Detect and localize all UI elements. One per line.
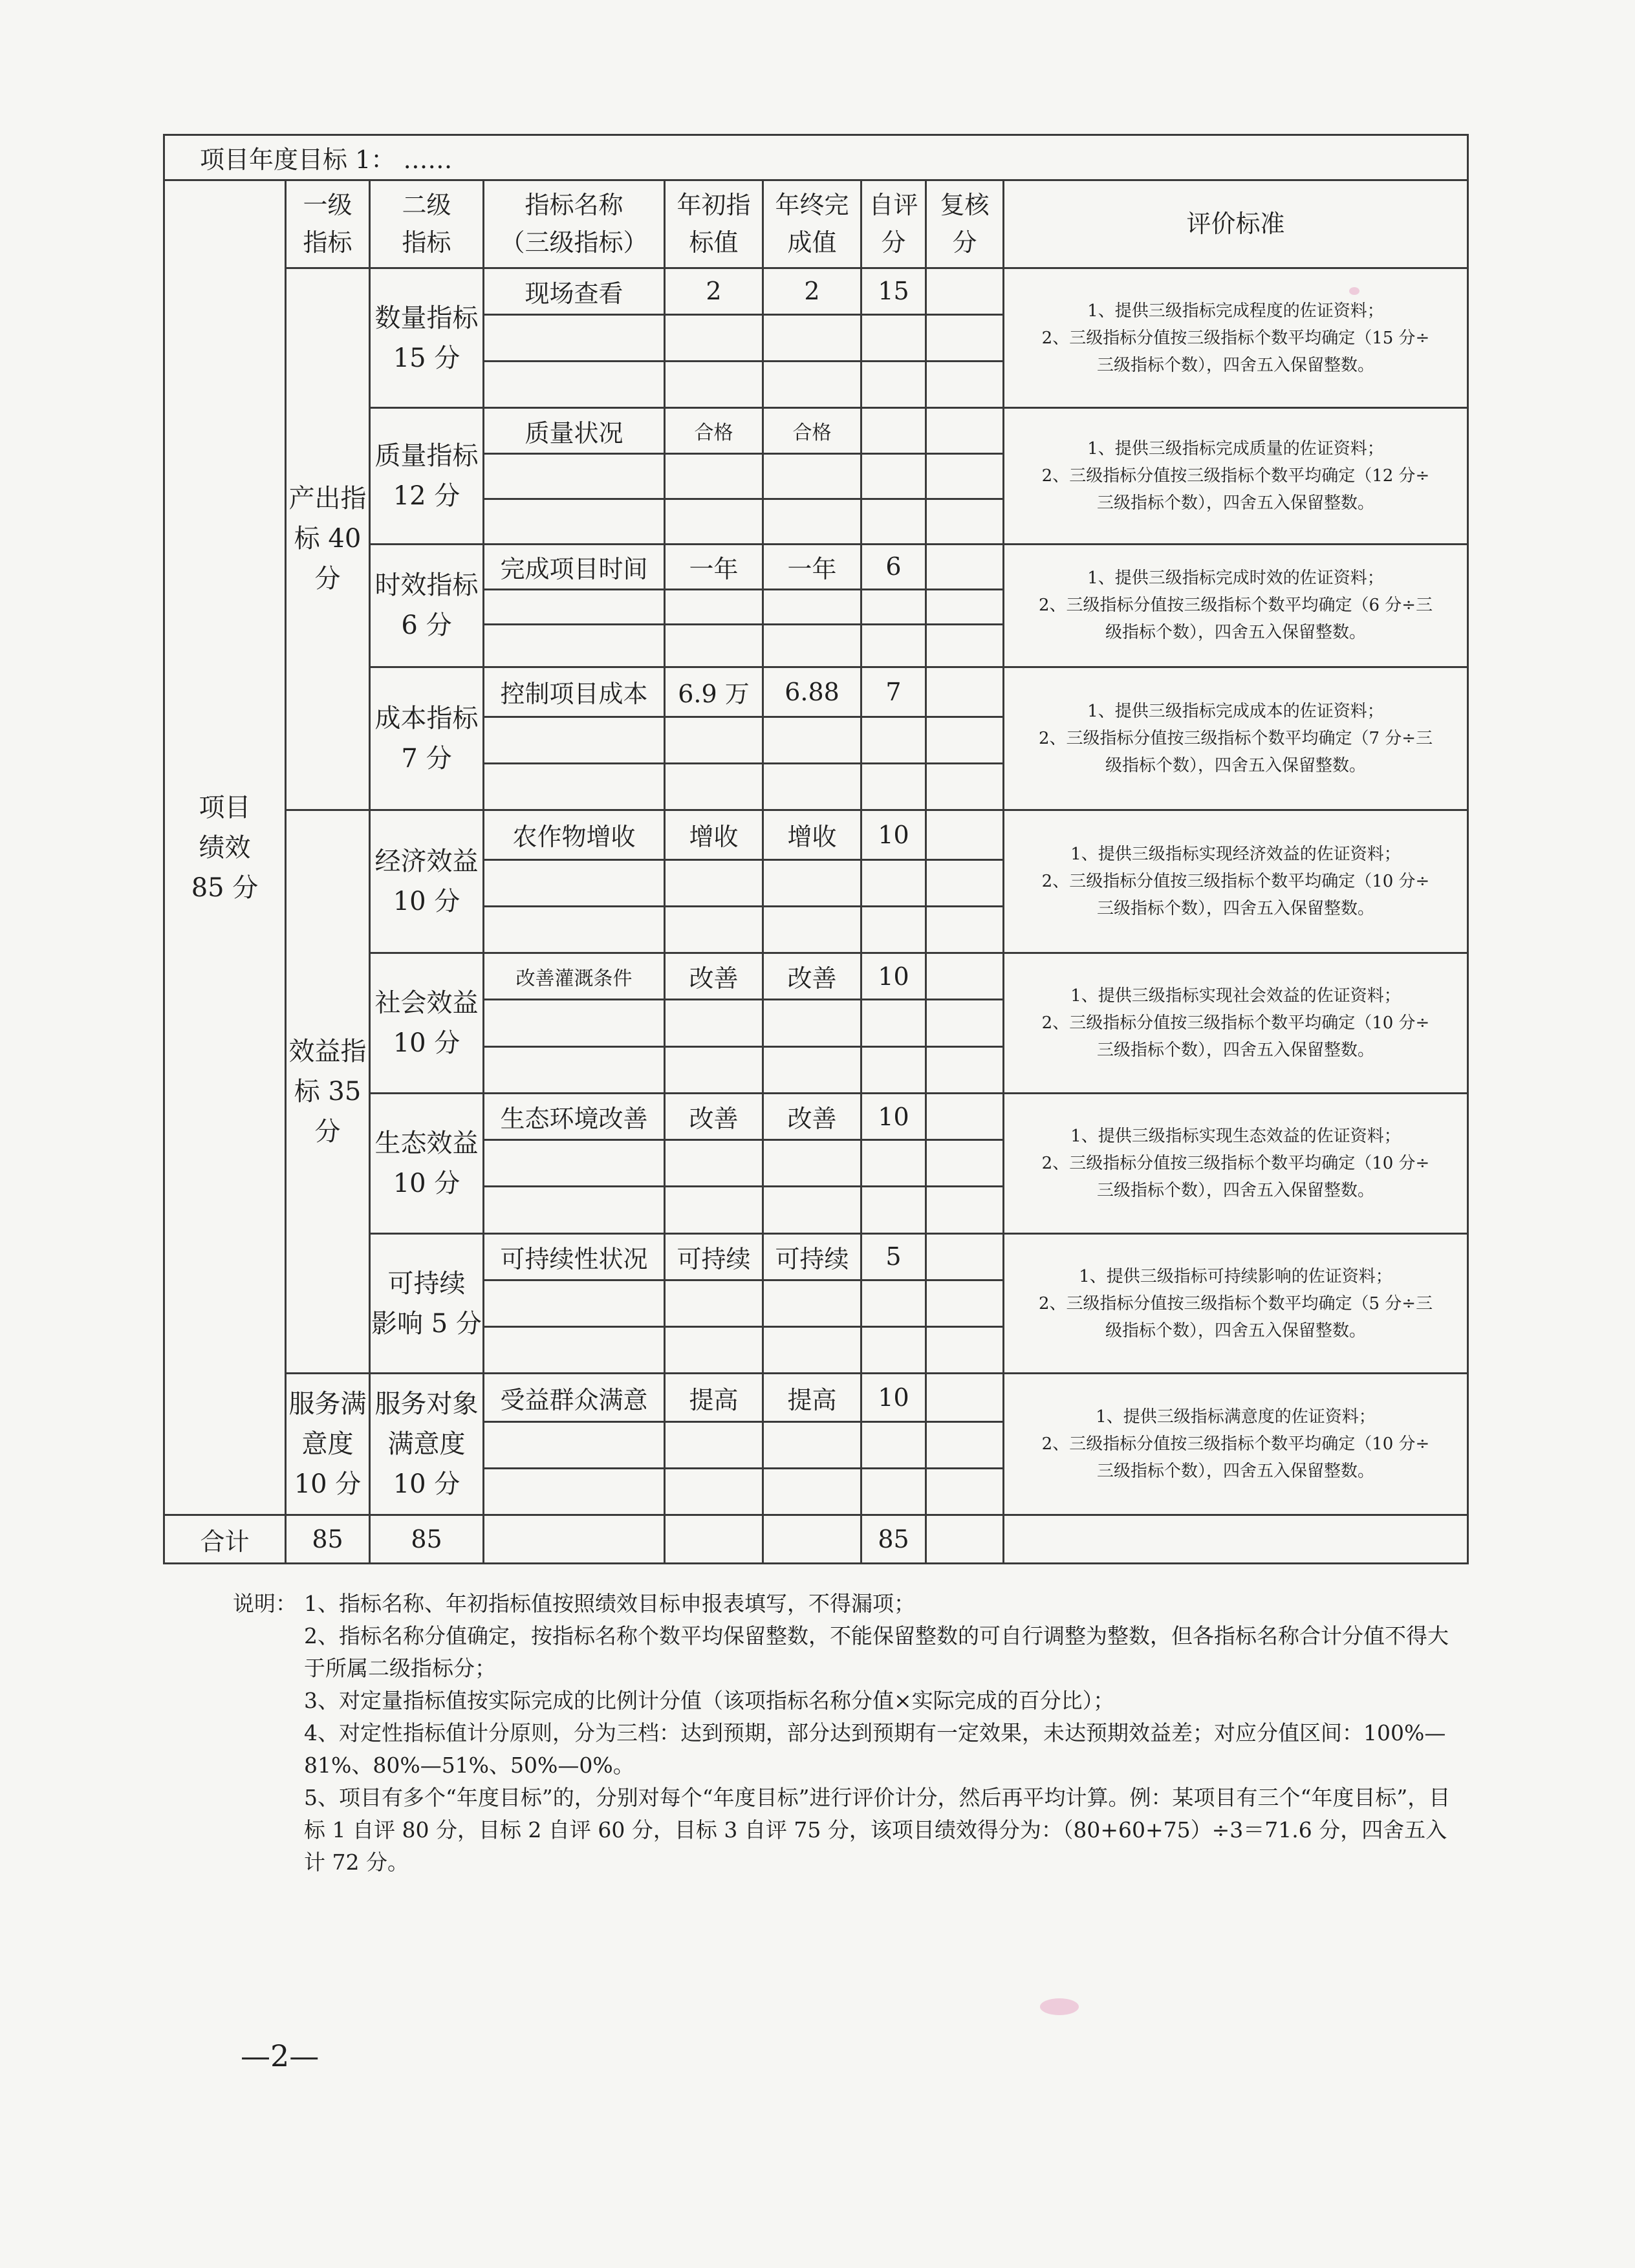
empty-cell — [484, 1280, 665, 1326]
empty-cell — [763, 1280, 861, 1326]
level1-header — [286, 180, 370, 268]
empty-cell — [763, 763, 861, 810]
empty-cell — [763, 1000, 861, 1046]
empty-cell — [861, 859, 926, 906]
level2-indicator — [370, 810, 484, 953]
empty-cell — [861, 453, 926, 499]
title-row — [164, 135, 1468, 180]
note-text: 4、对定性指标值计分原则，分为三档：达到预期，部分达到预期有一定效果，未达预期效益差；对应分值区间：100%—81%、80%—51%、50%—0%。 — [304, 1720, 1446, 1778]
empty-cell — [763, 362, 861, 408]
evaluation-criteria — [1004, 268, 1468, 408]
review-score — [926, 1093, 1004, 1139]
output-indicator-group-line: 分 — [314, 564, 341, 594]
level2-indicator-line: 影响 5 分 — [371, 1308, 482, 1339]
level2-indicator — [370, 1233, 484, 1374]
empty-cell — [763, 859, 861, 906]
empty-cell — [763, 589, 861, 625]
empty-cell — [484, 315, 665, 362]
actual-value: 一年 — [763, 544, 861, 589]
review-score — [926, 1233, 1004, 1280]
empty-cell — [926, 315, 1004, 362]
empty-cell — [665, 625, 763, 667]
review-score — [926, 544, 1004, 589]
empty-cell — [861, 763, 926, 810]
empty-cell — [763, 315, 861, 362]
evaluation-criteria-line: 2、三级指标分值按三级指标个数平均确定（10 分÷ — [1041, 1013, 1430, 1033]
self-score: 10 — [861, 1093, 926, 1139]
initial-value-header-line: 标值 — [689, 228, 739, 257]
actual-value-header-line: 年终完 — [775, 191, 849, 220]
total-level2: 85 — [370, 1515, 484, 1564]
level2-indicator — [370, 1093, 484, 1233]
service-indicator-group-line: 10 分 — [294, 1469, 362, 1500]
level2-indicator — [370, 544, 484, 667]
empty-cell — [665, 453, 763, 499]
note-label — [233, 1717, 304, 1782]
empty-cell — [665, 315, 763, 362]
evaluation-criteria-line: 级指标个数），四舍五入保留整数。 — [1105, 623, 1367, 643]
evaluation-criteria-line: 1、提供三级指标实现经济效益的佐证资料； — [1070, 845, 1401, 865]
service-indicator-group-line: 服务满 — [288, 1389, 367, 1420]
review-score — [926, 953, 1004, 1000]
level2-indicator — [370, 268, 484, 408]
level2-header-line: 指标 — [402, 228, 451, 257]
evaluation-criteria-line: 2、三级指标分值按三级指标个数平均确定（10 分÷ — [1041, 872, 1430, 892]
empty-cell — [861, 1000, 926, 1046]
table-row — [164, 1374, 1468, 1421]
note-item — [233, 1717, 1462, 1782]
total-row — [164, 1515, 1468, 1564]
empty-cell — [763, 717, 861, 763]
review-score — [926, 1374, 1004, 1421]
evaluation-criteria-line: 1、提供三级指标满意度的佐证资料； — [1096, 1407, 1376, 1427]
review-score-header-line: 分 — [952, 228, 977, 257]
empty-cell — [665, 1280, 763, 1326]
evaluation-criteria-line: 1、提供三级指标完成质量的佐证资料； — [1087, 439, 1384, 459]
evaluation-criteria-line: 三级指标个数），四舍五入保留整数。 — [1097, 1041, 1375, 1061]
project-performance-label-line: 项目 — [199, 792, 251, 823]
benefit-indicator-group — [286, 810, 370, 1374]
empty-cell — [861, 1046, 926, 1093]
level2-indicator-line: 社会效益 — [374, 988, 479, 1019]
project-performance-label-line: 85 分 — [191, 872, 259, 903]
note-label: 说明： — [233, 1591, 297, 1616]
evaluation-criteria-line: 1、提供三级指标完成程度的佐证资料； — [1087, 301, 1384, 321]
empty-cell — [861, 1469, 926, 1515]
indicator-name: 生态环境改善 — [484, 1093, 665, 1139]
empty-cell — [484, 1421, 665, 1468]
indicator-name-header-line: （三级指标） — [500, 228, 648, 257]
self-score: 6 — [861, 544, 926, 589]
initial-value: 提高 — [665, 1374, 763, 1421]
empty-cell — [484, 1140, 665, 1187]
level2-indicator-line: 7 分 — [401, 744, 452, 774]
empty-cell — [926, 859, 1004, 906]
actual-value: 2 — [763, 268, 861, 314]
evaluation-criteria-line: 1、提供三级指标完成成本的佐证资料； — [1087, 702, 1384, 722]
empty-cell — [861, 362, 926, 408]
empty-cell — [926, 1421, 1004, 1468]
output-indicator-group — [286, 268, 370, 810]
level2-indicator-line: 6 分 — [401, 610, 452, 641]
header-row — [164, 180, 1468, 268]
empty-cell — [484, 1187, 665, 1233]
review-score — [926, 408, 1004, 453]
criteria-header: 评价标准 — [1004, 180, 1468, 268]
empty-cell — [926, 625, 1004, 667]
level2-indicator — [370, 1374, 484, 1515]
evaluation-criteria-line: 三级指标个数），四舍五入保留整数。 — [1097, 493, 1375, 513]
empty-cell — [665, 1140, 763, 1187]
empty-cell — [861, 1187, 926, 1233]
empty-cell — [484, 907, 665, 953]
empty-cell — [484, 1515, 665, 1564]
level2-indicator-line: 时效指标 — [374, 570, 479, 601]
empty-cell — [763, 499, 861, 544]
indicator-name: 现场查看 — [484, 268, 665, 314]
level2-indicator-line: 10 分 — [393, 1469, 460, 1500]
empty-cell — [763, 1327, 861, 1374]
empty-cell — [484, 362, 665, 408]
evaluation-criteria-line: 1、提供三级指标实现社会效益的佐证资料； — [1070, 986, 1401, 1006]
evaluation-criteria-line: 2、三级指标分值按三级指标个数平均确定（12 分÷ — [1041, 466, 1430, 486]
evaluation-criteria — [1004, 810, 1468, 953]
actual-value: 6.88 — [763, 667, 861, 717]
pink-stain — [1040, 1998, 1079, 2015]
empty-cell — [861, 1280, 926, 1326]
empty-cell — [484, 717, 665, 763]
empty-cell — [763, 1421, 861, 1468]
evaluation-criteria-line: 2、三级指标分值按三级指标个数平均确定（6 分÷三 — [1038, 596, 1433, 616]
self-score-header — [861, 180, 926, 268]
actual-value: 改善 — [763, 1093, 861, 1139]
total-level1: 85 — [286, 1515, 370, 1564]
empty-cell — [926, 499, 1004, 544]
indicator-name-header — [484, 180, 665, 268]
level2-indicator-line: 15 分 — [393, 343, 460, 373]
empty-cell — [763, 907, 861, 953]
level2-indicator-line: 经济效益 — [374, 847, 479, 877]
level2-header-line: 二级 — [402, 191, 451, 220]
project-performance-label-line: 绩效 — [199, 832, 251, 863]
empty-cell — [665, 1000, 763, 1046]
empty-cell — [484, 1000, 665, 1046]
evaluation-criteria — [1004, 1233, 1468, 1374]
self-score: 7 — [861, 667, 926, 717]
level2-indicator-line: 满意度 — [387, 1429, 466, 1460]
empty-cell — [484, 589, 665, 625]
level1-header-line: 指标 — [303, 228, 352, 257]
evaluation-criteria-line: 三级指标个数），四舍五入保留整数。 — [1097, 1462, 1375, 1482]
level2-indicator-line: 可持续 — [387, 1268, 466, 1299]
empty-cell — [484, 499, 665, 544]
review-score — [926, 810, 1004, 860]
evaluation-criteria-line: 三级指标个数），四舍五入保留整数。 — [1097, 1180, 1375, 1200]
empty-cell — [861, 1140, 926, 1187]
empty-cell — [861, 625, 926, 667]
initial-value-header — [665, 180, 763, 268]
evaluation-criteria-line: 2、三级指标分值按三级指标个数平均确定（7 分÷三 — [1038, 729, 1433, 749]
level2-indicator-line: 成本指标 — [374, 704, 479, 734]
empty-cell — [665, 1187, 763, 1233]
indicator-name: 农作物增收 — [484, 810, 665, 860]
evaluation-criteria-line: 2、三级指标分值按三级指标个数平均确定（5 分÷三 — [1038, 1293, 1433, 1313]
level2-indicator-line: 服务对象 — [374, 1389, 479, 1420]
level2-header — [370, 180, 484, 268]
initial-value: 改善 — [665, 953, 763, 1000]
empty-cell — [763, 1046, 861, 1093]
notes-section — [233, 1588, 1462, 1879]
level2-indicator-line: 10 分 — [393, 1168, 460, 1198]
review-score-header — [926, 180, 1004, 268]
evaluation-criteria — [1004, 1374, 1468, 1515]
empty-cell — [861, 717, 926, 763]
table-row — [164, 810, 1468, 860]
empty-cell — [484, 1327, 665, 1374]
project-performance-label — [164, 180, 286, 1515]
empty-cell — [665, 717, 763, 763]
empty-cell — [926, 453, 1004, 499]
evaluation-criteria-line: 三级指标个数），四舍五入保留整数。 — [1097, 355, 1375, 375]
service-indicator-group-line: 意度 — [301, 1429, 354, 1460]
total-label: 合计 — [164, 1515, 286, 1564]
evaluation-criteria — [1004, 1093, 1468, 1233]
empty-cell — [484, 1046, 665, 1093]
empty-cell — [665, 1046, 763, 1093]
actual-value: 可持续 — [763, 1233, 861, 1280]
benefit-indicator-group-line: 分 — [314, 1117, 341, 1147]
indicator-name: 完成项目时间 — [484, 544, 665, 589]
empty-cell — [484, 763, 665, 810]
total-self-score: 85 — [861, 1515, 926, 1564]
empty-cell — [926, 1469, 1004, 1515]
note-text: 1、指标名称、年初指标值按照绩效目标申报表填写，不得漏项； — [304, 1591, 915, 1616]
empty-cell — [861, 1421, 926, 1468]
self-score-header-line: 自评 — [869, 191, 918, 220]
note-item — [233, 1685, 1462, 1717]
note-text: 5、项目有多个“年度目标”的，分别对每个“年度目标”进行评价计分，然后再平均计算。例：某项目有三个“年度目标”，目标 1 自评 80 分，目标 2 自评 60 分，目标 3 自评 75 分，该项目绩效得分为：（80+60+75）÷3＝71.6 分，四舍五入计 72 分。 — [304, 1785, 1451, 1875]
evaluation-criteria-line: 2、三级指标分值按三级指标个数平均确定（10 分÷ — [1041, 1434, 1430, 1454]
note-item — [233, 1782, 1462, 1879]
evaluation-criteria-line: 2、三级指标分值按三级指标个数平均确定（10 分÷ — [1041, 1153, 1430, 1173]
level2-indicator — [370, 408, 484, 544]
empty-cell — [926, 763, 1004, 810]
empty-cell — [926, 1140, 1004, 1187]
empty-cell — [861, 315, 926, 362]
self-score: 10 — [861, 810, 926, 860]
evaluation-criteria — [1004, 408, 1468, 544]
empty-cell — [861, 589, 926, 625]
note-label — [233, 1620, 304, 1685]
actual-value: 增收 — [763, 810, 861, 860]
note-text: 2、指标名称分值确定，按指标名称个数平均保留整数，不能保留整数的可自行调整为整数，但各指标名称合计分值不得大于所属二级指标分； — [304, 1623, 1449, 1681]
empty-cell — [926, 1000, 1004, 1046]
self-score: 10 — [861, 953, 926, 1000]
empty-cell — [665, 499, 763, 544]
note-label — [233, 1782, 304, 1879]
self-score: 15 — [861, 268, 926, 314]
level1-header-line: 一级 — [303, 191, 352, 220]
empty-cell — [926, 589, 1004, 625]
empty-cell — [763, 1515, 861, 1564]
empty-cell — [665, 859, 763, 906]
initial-value: 合格 — [665, 408, 763, 453]
annual-target-title: 项目年度目标 1： …… — [164, 135, 1468, 180]
level2-indicator-line: 数量指标 — [374, 303, 479, 333]
initial-value: 2 — [665, 268, 763, 314]
initial-value: 增收 — [665, 810, 763, 860]
level2-indicator-line: 质量指标 — [374, 441, 479, 471]
evaluation-criteria-line: 级指标个数），四舍五入保留整数。 — [1105, 1321, 1367, 1341]
empty-cell — [926, 1280, 1004, 1326]
self-score-header-line: 分 — [881, 228, 906, 257]
initial-value: 可持续 — [665, 1233, 763, 1280]
empty-cell — [484, 625, 665, 667]
empty-cell — [665, 362, 763, 408]
table-row — [164, 268, 1468, 314]
indicator-name: 受益群众满意 — [484, 1374, 665, 1421]
output-indicator-group-line: 产出指 — [288, 484, 367, 514]
empty-cell — [926, 1515, 1004, 1564]
note-item — [233, 1620, 1462, 1685]
indicator-name: 改善灌溉条件 — [484, 953, 665, 1000]
empty-cell — [1004, 1515, 1468, 1564]
initial-value: 改善 — [665, 1093, 763, 1139]
empty-cell — [763, 1187, 861, 1233]
note-text: 3、对定量指标值按实际完成的比例计分值（该项指标名称分值×实际完成的百分比）； — [304, 1688, 1115, 1713]
self-score — [861, 408, 926, 453]
evaluation-criteria-line: 1、提供三级指标可持续影响的佐证资料； — [1079, 1266, 1392, 1286]
evaluation-criteria — [1004, 953, 1468, 1094]
evaluation-criteria-line: 级指标个数），四舍五入保留整数。 — [1105, 756, 1367, 776]
empty-cell — [861, 499, 926, 544]
level2-indicator — [370, 667, 484, 810]
review-score — [926, 268, 1004, 314]
level2-indicator-line: 10 分 — [393, 1028, 460, 1059]
benefit-indicator-group-line: 标 35 — [294, 1077, 362, 1107]
empty-cell — [926, 1187, 1004, 1233]
self-score: 5 — [861, 1233, 926, 1280]
self-score: 10 — [861, 1374, 926, 1421]
page-number: —2— — [241, 2038, 319, 2073]
empty-cell — [926, 717, 1004, 763]
empty-cell — [763, 1140, 861, 1187]
initial-value: 一年 — [665, 544, 763, 589]
actual-value: 改善 — [763, 953, 861, 1000]
level2-indicator-line: 生态效益 — [374, 1128, 479, 1158]
evaluation-criteria-line: 1、提供三级指标实现生态效益的佐证资料； — [1070, 1126, 1401, 1146]
evaluation-criteria — [1004, 667, 1468, 810]
evaluation-criteria-line: 2、三级指标分值按三级指标个数平均确定（15 分÷ — [1041, 328, 1430, 348]
level2-indicator — [370, 953, 484, 1094]
pink-stain — [1349, 287, 1359, 295]
empty-cell — [665, 1515, 763, 1564]
review-score — [926, 667, 1004, 717]
level2-indicator-line: 12 分 — [393, 481, 460, 512]
empty-cell — [763, 625, 861, 667]
actual-value-header-line: 成值 — [787, 228, 837, 257]
note-item — [233, 1588, 1462, 1620]
empty-cell — [926, 362, 1004, 408]
empty-cell — [484, 859, 665, 906]
empty-cell — [665, 763, 763, 810]
empty-cell — [861, 1327, 926, 1374]
indicator-name: 控制项目成本 — [484, 667, 665, 717]
initial-value: 6.9 万 — [665, 667, 763, 717]
empty-cell — [926, 1327, 1004, 1374]
note-label — [233, 1685, 304, 1717]
empty-cell — [665, 1327, 763, 1374]
evaluation-criteria-line: 1、提供三级指标完成时效的佐证资料； — [1087, 568, 1384, 589]
benefit-indicator-group-line: 效益指 — [288, 1037, 367, 1067]
output-indicator-group-line: 标 40 — [294, 524, 362, 554]
level2-indicator-line: 10 分 — [393, 887, 460, 917]
empty-cell — [665, 907, 763, 953]
indicator-name: 可持续性状况 — [484, 1233, 665, 1280]
empty-cell — [665, 1421, 763, 1468]
empty-cell — [926, 907, 1004, 953]
evaluation-criteria-line: 三级指标个数），四舍五入保留整数。 — [1097, 899, 1375, 919]
service-indicator-group — [286, 1374, 370, 1515]
empty-cell — [665, 1469, 763, 1515]
empty-cell — [926, 1046, 1004, 1093]
actual-value: 合格 — [763, 408, 861, 453]
actual-value-header — [763, 180, 861, 268]
empty-cell — [484, 453, 665, 499]
empty-cell — [763, 1469, 861, 1515]
actual-value: 提高 — [763, 1374, 861, 1421]
indicator-name: 质量状况 — [484, 408, 665, 453]
empty-cell — [763, 453, 861, 499]
review-score-header-line: 复核 — [940, 191, 990, 220]
performance-evaluation-table — [163, 134, 1469, 1564]
empty-cell — [665, 589, 763, 625]
indicator-name-header-line: 指标名称 — [525, 191, 623, 220]
evaluation-criteria — [1004, 544, 1468, 667]
initial-value-header-line: 年初指 — [677, 191, 751, 220]
empty-cell — [484, 1469, 665, 1515]
empty-cell — [861, 907, 926, 953]
